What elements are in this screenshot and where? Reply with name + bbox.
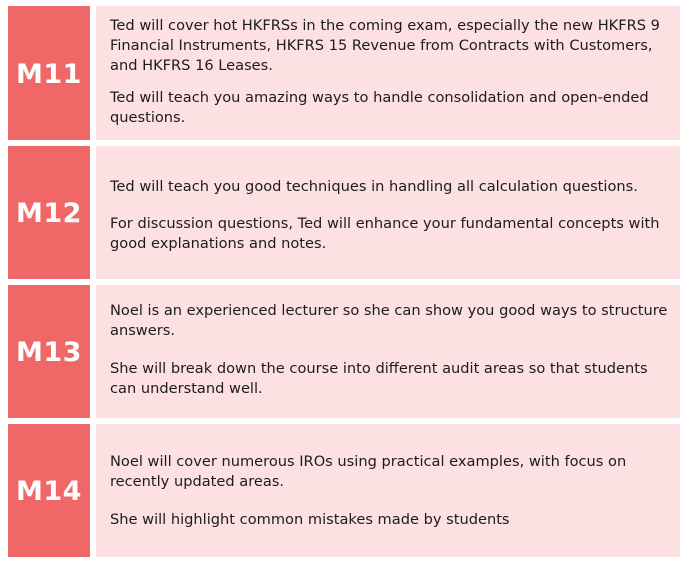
module-paragraph: She will break down the course into different audit areas so that students can understand well. — [110, 360, 648, 397]
module-code: M13 — [8, 285, 90, 418]
module-row-m14 — [8, 424, 680, 557]
module-paragraph: Ted will teach you good techniques in handling all calculation questions. — [110, 178, 638, 195]
module-description — [96, 285, 680, 418]
module-code: M12 — [8, 146, 90, 279]
module-row-m13 — [8, 285, 680, 418]
module-paragraph: For discussion questions, Ted will enhance your fundamental concepts with good explanations and notes. — [110, 215, 660, 252]
module-paragraph: Ted will teach you amazing ways to handle consolidation and open-ended questions. — [110, 89, 649, 126]
module-row-m12 — [8, 146, 680, 279]
module-description — [96, 424, 680, 557]
module-row-m11 — [8, 6, 680, 140]
module-description — [96, 6, 680, 140]
module-paragraph: She will highlight common mistakes made by students — [110, 511, 510, 528]
module-code: M14 — [8, 424, 90, 557]
module-paragraph: Ted will cover hot HKFRSs in the coming exam, especially the new HKFRS 9 Financial Instruments, HKFRS 15 Revenue from Contracts with Customers, and HKFRS 16 Leases. — [110, 17, 660, 74]
module-code: M11 — [8, 6, 90, 140]
module-paragraph: Noel will cover numerous IROs using practical examples, with focus on recently updated areas. — [110, 453, 627, 490]
module-description — [96, 146, 680, 279]
module-paragraph: Noel is an experienced lecturer so she can show you good ways to structure answers. — [110, 302, 668, 339]
